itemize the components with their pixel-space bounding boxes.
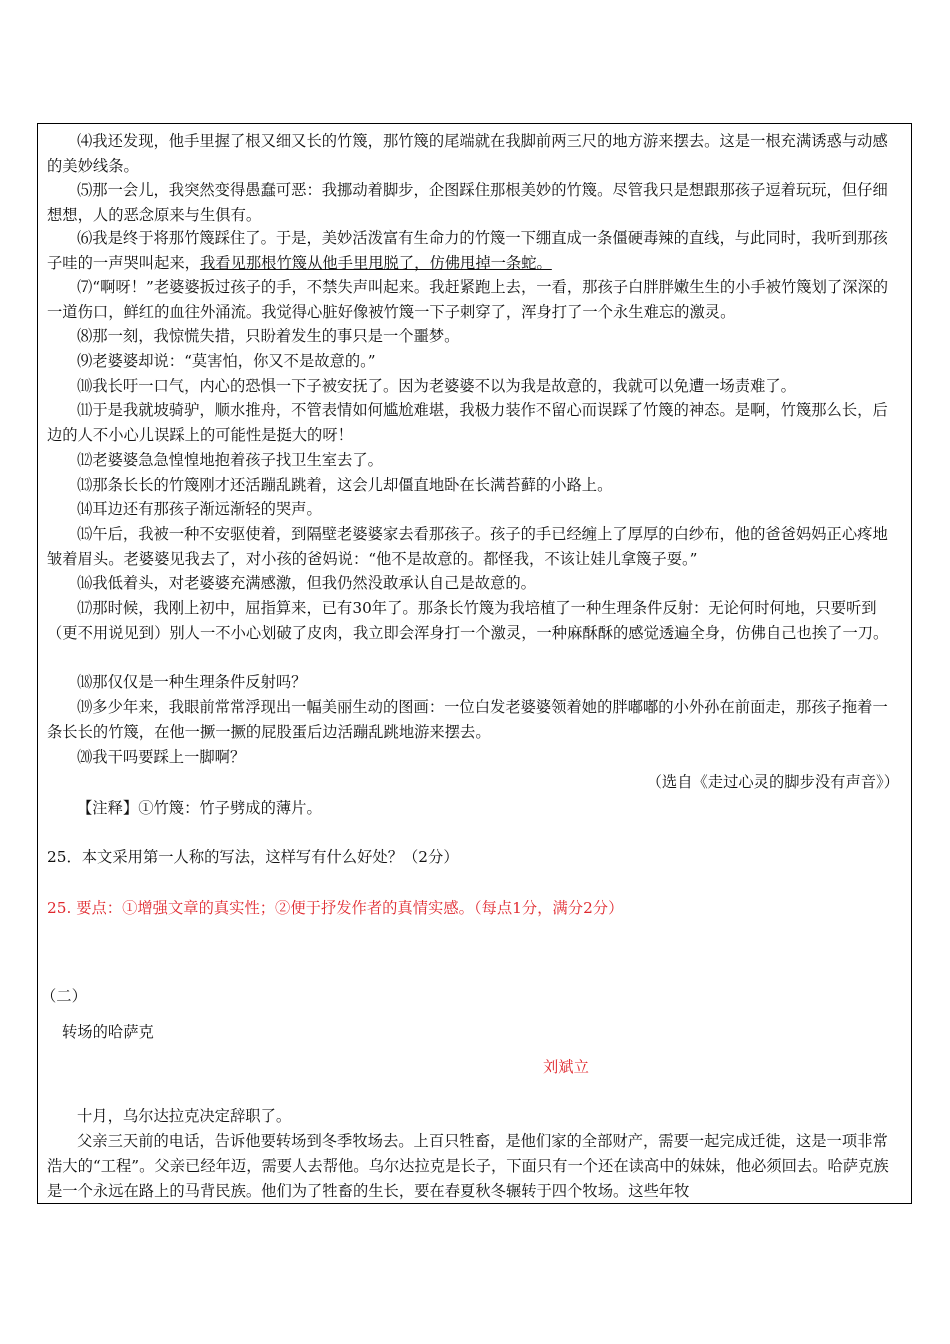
paragraph-10: ⑽我长吁一口气，内心的恐惧一下子被安抚了。因为老婆婆不以为我是故意的，我就可以免遭一场责难了。: [77, 377, 796, 395]
paragraph-5: ⑸那一会儿，我突然变得愚蠢可恶：我挪动着脚步，企图踩住那根美妙的竹篾。尽管我只是想跟那孩子逗着玩玩，但仔细想想，人的恶念原来与生俱有。: [47, 181, 888, 224]
paragraph-15: ⒂午后，我被一种不安驱使着，到隔壁老婆婆家去看那孩子。孩子的手已经缠上了厚厚的白纱布，他的爸爸妈妈正心疼地皱着眉头。老婆婆见我去了，对小孩的爸妈说：“他不是故意的。都怪我，不该让娃儿拿篾子耍。”: [47, 525, 888, 568]
paragraph-14: ⒁耳边还有那孩子渐远渐轻的哭声。: [77, 500, 322, 518]
source-note: （选自《走过心灵的脚步没有声音》）: [646, 773, 899, 791]
paragraph-17: ⒄那时候，我刚上初中，屈指算来，已有30年了。那条长竹篾为我培植了一种生理条件反射：无论何时何地，只要听到（更不用说见到）别人一不小心划破了皮肉，我立即会浑身打一个激灵，一种麻酥酥的感觉透遍全身，仿佛自己也挨了一刀。: [47, 599, 889, 642]
question-25: 25．本文采用第一人称的写法，这样写有什么好处？（2分）: [47, 848, 459, 866]
paragraph-16: ⒃我低着头，对老婆婆充满感激，但我仍然没敢承认自己是故意的。: [77, 574, 536, 592]
answer-25: 25. 要点：①增强文章的真实性；②便于抒发作者的真情实感。（每点1分，满分2分）: [47, 899, 624, 917]
paragraph-8: ⑻那一刻，我惊慌失措，只盼着发生的事只是一个噩梦。: [77, 327, 460, 345]
paragraph-9: ⑼老婆婆却说：“莫害怕，你又不是故意的。”: [77, 352, 376, 370]
paragraph-11: ⑾于是我就坡骑驴，顺水推舟，不管表情如何尴尬难堪，我极力装作不留心而误踩了竹篾的神态。是啊，竹篾那么长，后边的人不小心儿误踩上的可能性是挺大的呀！: [47, 401, 888, 444]
annotation: 【注释】①竹篾：竹子劈成的薄片。: [77, 799, 322, 817]
section-label: （二）: [41, 987, 87, 1005]
paragraph-12: ⑿老婆婆急急惶惶地抱着孩子找卫生室去了。: [77, 451, 383, 469]
paragraph-6: ⑹我是终于将那竹篾踩住了。于是，美妙活泼富有生命力的竹篾一下绷直成一条僵硬毒辣的直线，与此同时，我听到那孩子哇的一声哭叫起来，我看见那根竹篾从他手里甩脱了，仿佛甩掉一条蛇。: [47, 229, 888, 272]
paragraph-4: ⑷我还发现，他手里握了根又细又长的竹篾，那竹篾的尾端就在我脚前两三尺的地方游来摆去。这是一根充满诱惑与动感的美妙线条。: [47, 132, 888, 175]
paragraph-story: 父亲三天前的电话，告诉他要转场到冬季牧场去。上百只牲畜，是他们家的全部财产，需要一起完成迁徙，这是一项非常浩大的“工程”。父亲已经年迈，需要人去帮他。乌尔达拉克是长子，下面只有一个还在读高中的妹妹，他必须回去。哈萨克族是一个永远在路上的马背民族。他们为了牲畜的生长，要在春夏秋冬辗转于四个牧场。这些年牧: [47, 1132, 889, 1200]
paragraph-13: ⒀那条长长的竹篾刚才还活蹦乱跳着，这会儿却僵直地卧在长满苔藓的小路上。: [77, 476, 613, 494]
paragraph-18: ⒅那仅仅是一种生理条件反射吗？: [77, 673, 307, 691]
underlined-sentence: 我看见那根竹篾从他手里甩脱了，仿佛甩掉一条蛇。: [199, 254, 552, 272]
paragraph-20: ⒇我干吗要踩上一脚啊？: [77, 748, 246, 766]
author: 刘斌立: [543, 1058, 589, 1076]
paragraph-7: ⑺“啊呀！”老婆婆扳过孩子的手，不禁失声叫起来。我赶紧跑上去，一看，那孩子白胖胖嫩生生的小手被竹篾划了深深的一道伤口，鲜红的血往外涌流。我觉得心脏好像被竹篾一下子刺穿了，浑身打了一个永生难忘的激灵。: [47, 278, 889, 321]
paragraph-19: ⒆多少年来，我眼前常常浮现出一幅美丽生动的图画：一位白发老婆婆领着她的胖嘟嘟的小外孙在前面走，那孩子拖着一条长长的竹篾，在他一撅一撅的屁股蛋后边活蹦乱跳地游来摆去。: [47, 698, 888, 741]
paragraph-intro: 十月，乌尔达拉克决定辞职了。: [77, 1107, 292, 1125]
section-title: 转场的哈萨克: [62, 1023, 154, 1041]
